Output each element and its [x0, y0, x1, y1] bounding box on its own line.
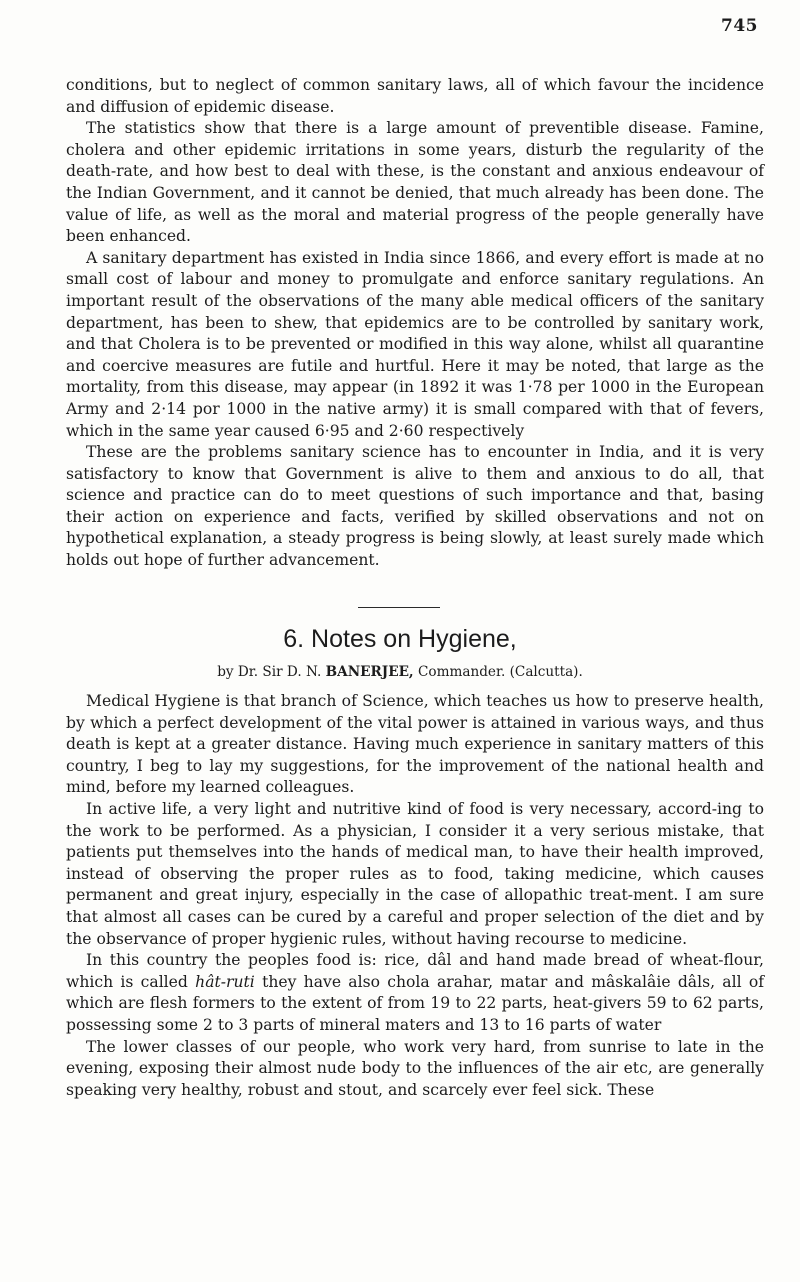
section-divider [358, 607, 440, 608]
paragraph-statistics: The statistics show that there is a large amount of preventible disease. Famine, cholera and other epidemic irritations in some years, disturb the regularity of the death-rate, and how best to deal with these, is the constant and anxious endeavour of the Indian Government, and it cannot be denied, that much already has been done. The value of life, as well as the moral and material progress of the people generally have been enhanced. [66, 119, 764, 246]
section-byline [0, 663, 800, 681]
paragraph-lower-classes: The lower classes of our people, who work very hard, from sunrise to late in the evening, exposing their almost nude body to the influences of the air etc, are generally speaking very healthy, robust and stout, and scarcely ever feel sick. These [66, 1037, 764, 1099]
hygiene-section-text [66, 691, 764, 1101]
paragraph-medical-hygiene: Medical Hygiene is that branch of Science, which teaches us how to preserve health, by which a perfect development of the vital power is attained in various ways, and thus death is kept at a greater distance. Having much experience in sanitary matters of this country, I beg to lay my suggestions, for the improvement of the national health and mind, before my learned colleagues. [66, 692, 764, 797]
paragraph-problems: These are the problems sanitary science has to encounter in India, and it is very satisfactory to know that Government is alive to them and anxious to do all, that science and practice can do to meet questions of such importance and that, basing their action on experience and facts, verified by skilled observations and not on hypothetical explanation, a steady progress is being slowly, at least surely made which holds out hope of further advancement. [66, 443, 764, 570]
byline-suffix: Commander. (Calcutta). [418, 664, 583, 680]
paragraph-sanitary-department: A sanitary department has existed in India since 1866, and every effort is made at no small cost of labour and money to promulgate and enforce sanitary regulations. An important result of the observations of the many able medical officers of the sanitary department, has been to shew, that epidemics are to be controlled by sanitary work, and that Cholera is to be prevented or modified in this way alone, whilst all quarantine and coercive measures are futile and hurtful. Here it may be noted, that large as the mortality, from this disease, may appear (in 1892 it was 1·78 per 1000 in the European Army and 2·14 por 1000 in the native army) it is small compared with that of fevers, which in the same year caused 6·95 and 2·60 respectively [66, 248, 764, 440]
page-number: 745 [721, 16, 758, 36]
byline-prefix: by Dr. Sir D. N. [217, 664, 322, 680]
food-italic-term: hât-ruti [195, 972, 255, 991]
previous-section-text [66, 75, 764, 572]
section-heading: 6. Notes on Hygiene, [283, 625, 517, 653]
food-text-end: they have also chola arahar, matar and mâskalâie dâls, all of which are flesh formers to the extent of from 19 to 22 parts, heat-givers 59 to 62 parts, possessing some 2 to 3 parts of mineral maters and 13 to 16 parts of water [66, 972, 764, 1034]
food-text-start: In this country the peoples food is: rice, dâl and hand made bread of wheat-flour, which is called [66, 951, 764, 991]
paragraph-active-life: In active life, a very light and nutritive kind of food is very necessary, accord-ing to the work to be performed. As a physician, I consider it a very serious mistake, that patients put themselves into the hands of medical man, to have their health improved, instead of observing the proper rules as to food, taking medicine, which causes permanent and great injury, especially in the case of allopathic treat-ment. I am sure that almost all cases can be cured by a careful and proper selection of the diet and by the observance of proper hygienic rules, without having recourse to medicine. [66, 799, 764, 948]
paragraph-peoples-food [66, 950, 764, 1036]
paragraph-continuation: conditions, but to neglect of common sanitary laws, all of which favour the incidence and diffusion of epidemic disease. [66, 76, 764, 116]
byline-author-name: BANERJEE, [325, 664, 414, 680]
